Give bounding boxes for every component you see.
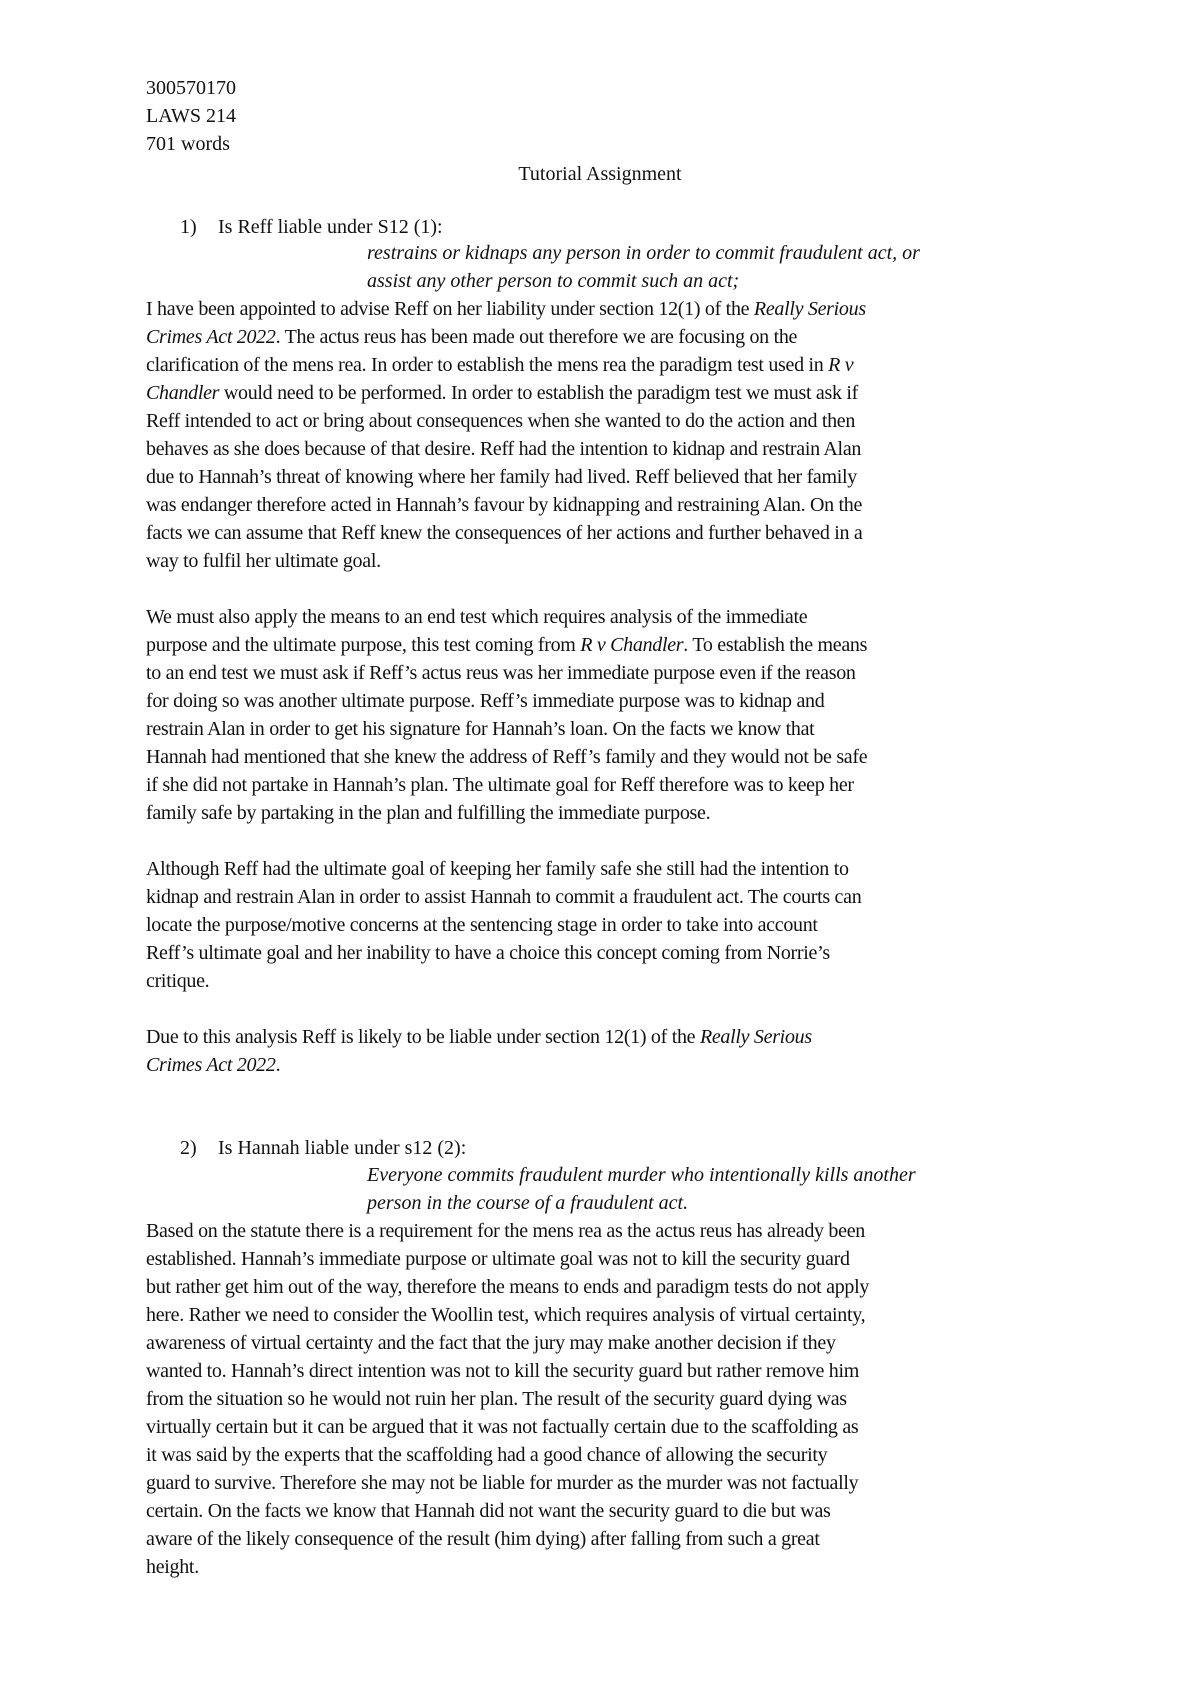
text-line — [146, 1245, 1081, 1273]
text-run: . To establish the means — [683, 634, 868, 656]
text-run: restrain Alan in order to get his signature for Hannah’s loan. On the facts we know that — [146, 718, 815, 740]
text-line — [146, 1329, 1081, 1357]
word-count: 701 words — [146, 133, 230, 155]
text-line — [146, 1553, 1081, 1581]
text-run: family safe by partaking in the plan and fulfilling the immediate purpose. — [146, 802, 711, 824]
text-line — [146, 547, 1081, 575]
text-run: Although Reff had the ultimate goal of keeping her family safe she still had the intention to — [146, 858, 849, 880]
text-run: Based on the statute there is a requirement for the mens rea as the actus reus has already been — [146, 1220, 865, 1242]
text-line — [146, 1023, 1081, 1051]
document-title: Tutorial Assignment — [518, 163, 682, 185]
text-line — [146, 1525, 1081, 1553]
q1-paragraph-2 — [146, 603, 1081, 827]
text-run: Due to this analysis Reff is likely to be liable under section 12(1) of the — [146, 1026, 700, 1048]
text-run: established. Hannah’s immediate purpose or ultimate goal was not to kill the security guard — [146, 1248, 850, 1270]
text-line — [146, 603, 1081, 631]
italic-text-run: Chandler — [146, 382, 220, 404]
text-run: Hannah had mentioned that she knew the address of Reff’s family and they would not be safe — [146, 746, 868, 768]
text-line — [146, 407, 1081, 435]
question-2-heading — [180, 1134, 466, 1162]
text-line — [146, 1497, 1081, 1525]
q1-paragraph-3 — [146, 855, 1081, 995]
q1-paragraph-4 — [146, 1023, 1081, 1079]
quote-line: person in the course of a fraudulent act. — [367, 1192, 689, 1214]
text-line — [146, 1273, 1081, 1301]
quote-line: Everyone commits fraudulent murder who intentionally kills another — [367, 1164, 916, 1186]
text-line — [146, 1217, 1081, 1245]
question-1-statute-quote — [367, 239, 1067, 295]
text-run: certain. On the facts we know that Hannah did not want the security guard to die but was — [146, 1500, 831, 1522]
text-run: Reff intended to act or bring about consequences when she wanted to do the action and then — [146, 410, 856, 432]
text-run: kidnap and restrain Alan in order to assist Hannah to commit a fraudulent act. The courts can — [146, 886, 862, 908]
text-run: due to Hannah’s threat of knowing where her family had lived. Reff believed that her family — [146, 466, 857, 488]
text-run: for doing so was another ultimate purpose. Reff’s immediate purpose was to kidnap and — [146, 690, 825, 712]
text-run: aware of the likely consequence of the result (him dying) after falling from such a great — [146, 1528, 820, 1550]
text-run: guard to survive. Therefore she may not be liable for murder as the murder was not factually — [146, 1472, 859, 1494]
text-run: to an end test we must ask if Reff’s actus reus was her immediate purpose even if the reason — [146, 662, 856, 684]
italic-text-run: Really Serious — [699, 1026, 812, 1048]
document-header — [146, 74, 236, 158]
text-line — [146, 463, 1081, 491]
question-2-text: Is Hannah liable under s12 (2): — [218, 1137, 467, 1159]
text-run: We must also apply the means to an end test which requires analysis of the immediate — [146, 606, 808, 628]
text-run: would need to be performed. In order to establish the paradigm test we must ask if — [219, 382, 858, 404]
text-run: if she did not partake in Hannah’s plan. The ultimate goal for Reff therefore was to keep her — [146, 774, 854, 796]
text-line — [146, 715, 1081, 743]
text-line — [146, 1301, 1081, 1329]
text-line — [146, 855, 1081, 883]
text-line — [146, 351, 1081, 379]
text-line — [146, 1357, 1081, 1385]
text-line — [146, 1469, 1081, 1497]
quote-line: assist any other person to commit such an act; — [367, 270, 740, 292]
quote-line: restrains or kidnaps any person in order to commit fraudulent act, or — [367, 242, 920, 264]
text-line — [146, 631, 1081, 659]
text-run: height. — [146, 1556, 199, 1578]
text-run: facts we can assume that Reff knew the consequences of her actions and further behaved in a — [146, 522, 863, 544]
text-run: critique. — [146, 970, 210, 992]
text-run: I have been appointed to advise Reff on her liability under section 12(1) of the — [146, 298, 754, 320]
text-line — [146, 1051, 1081, 1079]
text-line — [146, 883, 1081, 911]
text-line — [146, 1385, 1081, 1413]
italic-text-run: R v — [828, 354, 854, 376]
text-run: virtually certain but it can be argued that it was not factually certain due to the scaffolding as — [146, 1416, 859, 1438]
text-run: but rather get him out of the way, therefore the means to ends and paradigm tests do not apply — [146, 1276, 870, 1298]
italic-text-run: R v Chandler — [580, 634, 684, 656]
text-line — [146, 323, 1081, 351]
question-1-heading — [180, 213, 443, 241]
text-run: behaves as she does because of that desire. Reff had the intention to kidnap and restrain Alan — [146, 438, 862, 460]
text-line — [146, 743, 1081, 771]
italic-text-run: Crimes Act 2022 — [146, 326, 276, 348]
text-run: wanted to. Hannah’s direct intention was not to kill the security guard but rather remove him — [146, 1360, 860, 1382]
text-line — [146, 519, 1081, 547]
text-line — [146, 771, 1081, 799]
question-2-number: 2) — [180, 1137, 197, 1159]
text-run: it was said by the experts that the scaffolding had a good chance of allowing the security — [146, 1444, 828, 1466]
text-line — [146, 435, 1081, 463]
text-line — [146, 939, 1081, 967]
student-id: 300570170 — [146, 77, 236, 99]
question-2-statute-quote — [367, 1161, 1067, 1217]
text-run: . — [275, 1054, 281, 1076]
question-1-text: Is Reff liable under S12 (1): — [218, 216, 443, 238]
text-run: Reff’s ultimate goal and her inability to have a choice this concept coming from Norrie’s — [146, 942, 830, 964]
text-run: locate the purpose/motive concerns at the sentencing stage in order to take into account — [146, 914, 818, 936]
text-line — [146, 799, 1081, 827]
text-line — [146, 659, 1081, 687]
text-line — [146, 911, 1081, 939]
text-line — [146, 1441, 1081, 1469]
q1-paragraph-1 — [146, 295, 1081, 575]
text-line — [146, 295, 1081, 323]
text-run: clarification of the mens rea. In order to establish the mens rea the paradigm test used in — [146, 354, 829, 376]
text-run: from the situation so he would not ruin her plan. The result of the security guard dying was — [146, 1388, 847, 1410]
q2-paragraph-1 — [146, 1217, 1081, 1581]
text-run: purpose and the ultimate purpose, this test coming from — [146, 634, 581, 656]
italic-text-run: Really Serious — [753, 298, 866, 320]
text-run: . The actus reus has been made out therefore we are focusing on the — [275, 326, 798, 348]
text-run: awareness of virtual certainty and the fact that the jury may make another decision if they — [146, 1332, 836, 1354]
text-line — [146, 687, 1081, 715]
course-code: LAWS 214 — [146, 105, 237, 127]
text-line — [146, 967, 1081, 995]
italic-text-run: Crimes Act 2022 — [146, 1054, 276, 1076]
text-line — [146, 1413, 1081, 1441]
text-run: was endanger therefore acted in Hannah’s favour by kidnapping and restraining Alan. On the — [146, 494, 863, 516]
text-line — [146, 491, 1081, 519]
text-run: here. Rather we need to consider the Woollin test, which requires analysis of virtual certainty, — [146, 1304, 866, 1326]
text-run: way to fulfil her ultimate goal. — [146, 550, 381, 572]
text-line — [146, 379, 1081, 407]
question-1-number: 1) — [180, 216, 197, 238]
